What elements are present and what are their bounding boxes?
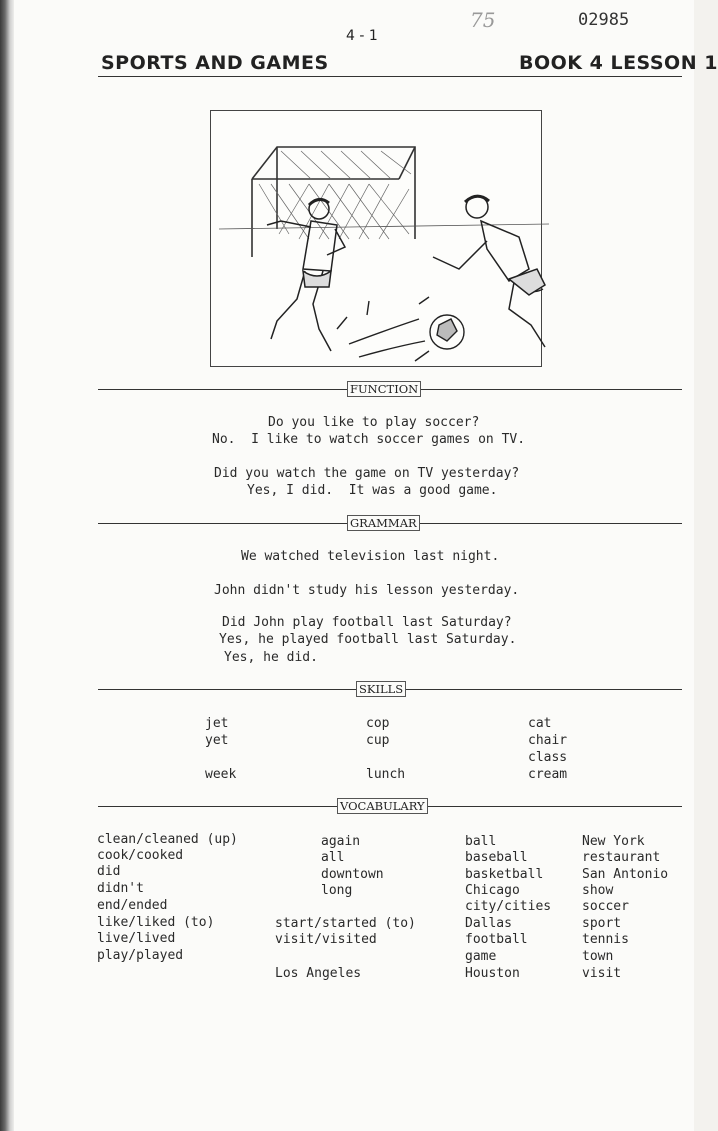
soccer-players-drawing xyxy=(219,129,549,384)
vocab-word: start/started (to) xyxy=(275,916,416,931)
vocab-word: again xyxy=(321,834,361,849)
vocab-word: Houston xyxy=(465,966,520,981)
vocab-word: clean/cleaned (up) xyxy=(97,832,238,847)
vocab-word: play/played xyxy=(97,948,184,963)
vocab-word: visit xyxy=(582,966,622,981)
vocab-word: end/ended xyxy=(97,898,168,913)
function-line-1: Do you like to play soccer? xyxy=(268,415,480,430)
vocab-word: downtown xyxy=(321,867,384,882)
handwritten-mark: 75 xyxy=(470,8,496,32)
skills-word: jet xyxy=(205,716,229,731)
vocab-word: game xyxy=(465,949,497,964)
vocab-word: Dallas xyxy=(465,916,512,931)
vocab-word: ball xyxy=(465,834,497,849)
vocab-word: New York xyxy=(582,834,645,849)
vocab-word: tennis xyxy=(582,932,629,947)
book-binding-edge xyxy=(0,0,14,1131)
skills-heading: SKILLS xyxy=(356,681,406,697)
skills-word: cop xyxy=(366,716,390,731)
function-line-2: No. I like to watch soccer games on TV. xyxy=(212,432,526,447)
vocab-word: Chicago xyxy=(465,883,520,898)
function-line-4: Yes, I did. It was a good game. xyxy=(247,483,498,498)
title-rule xyxy=(98,76,682,77)
vocab-word: San Antonio xyxy=(582,867,669,882)
grammar-line-1: We watched television last night. xyxy=(241,549,500,564)
vocab-word: sport xyxy=(582,916,622,931)
skills-word: week xyxy=(205,767,237,782)
function-heading: FUNCTION xyxy=(347,381,421,397)
skills-word: cream xyxy=(528,767,568,782)
vocab-word: show xyxy=(582,883,614,898)
grammar-heading: GRAMMAR xyxy=(347,515,420,531)
vocab-word: did xyxy=(97,864,121,879)
skills-word: cat xyxy=(528,716,552,731)
vocab-word: football xyxy=(465,932,528,947)
skills-word: lunch xyxy=(366,767,406,782)
vocab-word: soccer xyxy=(582,899,629,914)
skills-word: chair xyxy=(528,733,568,748)
vocab-word: basketball xyxy=(465,867,544,882)
document-code: 02985 xyxy=(578,10,630,30)
vocab-word: like/liked (to) xyxy=(97,915,215,930)
grammar-line-2: John didn't study his lesson yesterday. xyxy=(214,583,520,598)
vocab-word: long xyxy=(321,883,353,898)
vocab-word: town xyxy=(582,949,614,964)
vocab-word: didn't xyxy=(97,881,144,896)
skills-word: yet xyxy=(205,733,229,748)
vocab-word: cook/cooked xyxy=(97,848,184,863)
vocab-word: visit/visited xyxy=(275,932,377,947)
vocab-word: restaurant xyxy=(582,850,661,865)
vocabulary-heading: VOCABULARY xyxy=(337,798,428,814)
grammar-line-5: Yes, he did. xyxy=(224,650,318,665)
vocab-word: Los Angeles xyxy=(275,966,362,981)
lesson-title: SPORTS AND GAMES xyxy=(101,52,329,74)
vocab-word: all xyxy=(321,850,345,865)
function-line-3: Did you watch the game on TV yesterday? xyxy=(214,466,520,481)
vocab-word: baseball xyxy=(465,850,528,865)
soccer-illustration xyxy=(210,110,542,367)
vocab-word: city/cities xyxy=(465,899,552,914)
grammar-line-3: Did John play football last Saturday? xyxy=(222,615,512,630)
vocab-word: live/lived xyxy=(97,931,176,946)
skills-word: class xyxy=(528,750,568,765)
grammar-line-4: Yes, he played football last Saturday. xyxy=(219,632,517,647)
skills-word: cup xyxy=(366,733,390,748)
page-number: 4 - 1 xyxy=(346,28,378,44)
book-lesson-label: BOOK 4 LESSON 1 xyxy=(519,52,718,74)
